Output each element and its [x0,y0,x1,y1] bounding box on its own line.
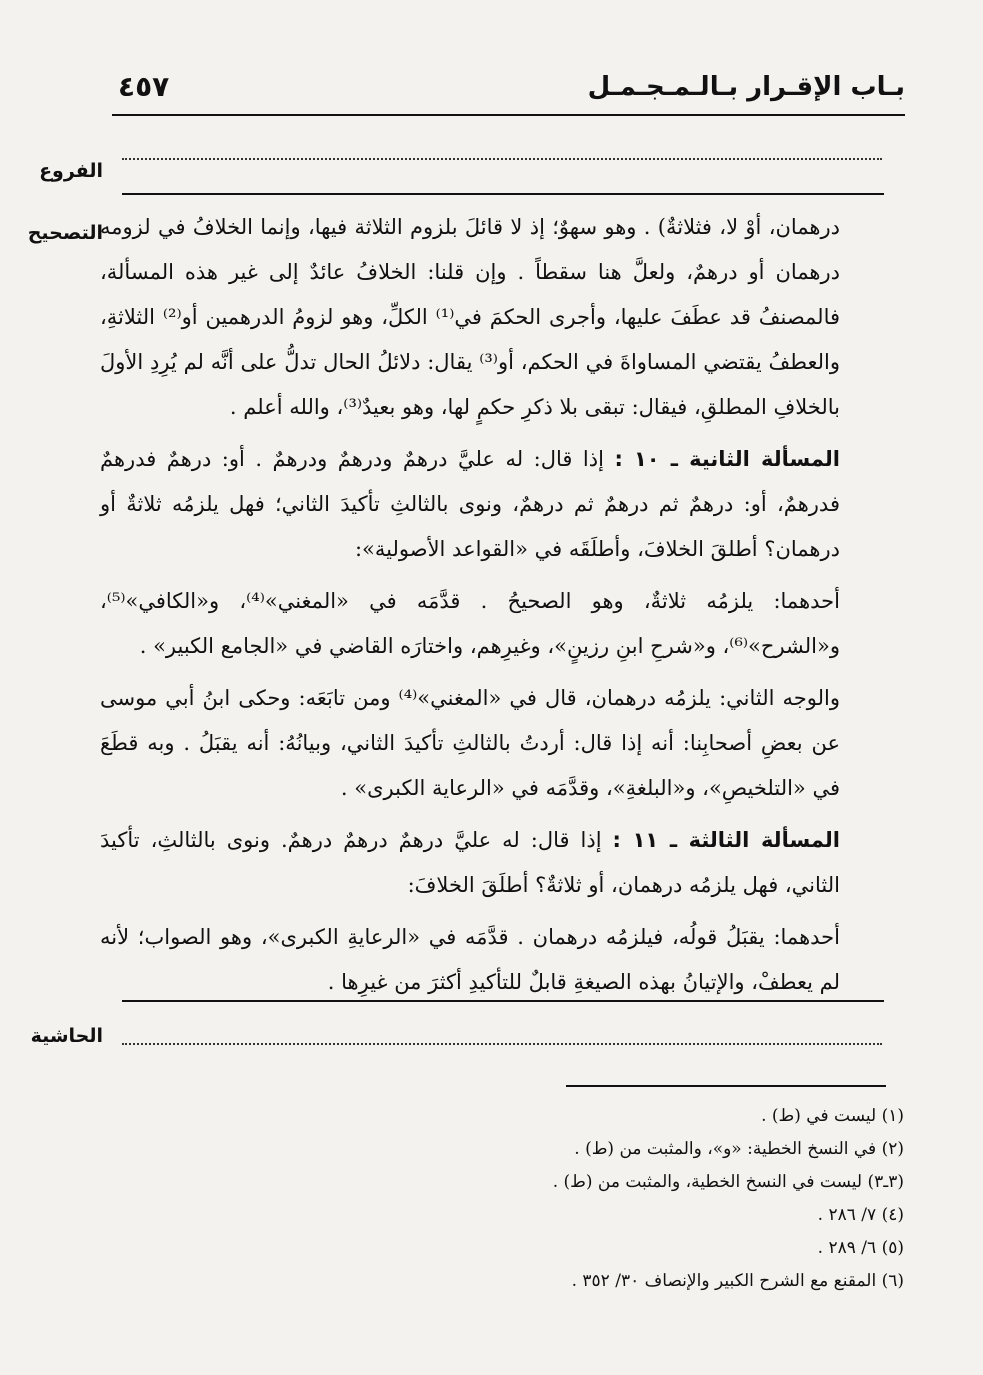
tashih-rule [122,1000,884,1002]
tashih-body [100,205,840,1012]
footnote-6: (٦) المقنع مع الشرح الكبير والإنصاف ٣٠/ ٣٥٢ . [571,1271,904,1291]
page-number: ٤٥٧ [118,70,170,103]
footnote-5: (٥) ٦/ ٢٨٩ . [817,1238,904,1258]
hashiya-dotted-line [122,1043,882,1045]
section-label-tashih: التصحيح [27,222,103,244]
furu-rule [122,193,884,195]
footnotes [300,1100,904,1298]
footnote-rule [566,1085,886,1087]
footnote-1: (١) ليست في (ط) . [761,1106,904,1126]
paragraph-6: أحدهما: يقبَلُ قولُه، فيلزمُه درهمان . قدَّمَه في «الرعايةِ الكبرى»، وهو الصواب؛ لأنه لم يعطفْ، والإتيانُ بهذه الصيغةِ قابلٌ للتأكيدِ أكثرَ من غيرِها . [100,925,840,994]
issue-heading-10: المسألة الثانية ـ ١٠ : [614,447,840,471]
paragraph-3: أحدهما: يلزمُه ثلاثةٌ، وهو الصحيحُ . قدَّمَه في «المغني»⁽⁴⁾، و«الكافي»⁽⁵⁾، و«الشرح»⁽⁶⁾، و«شرحِ ابنِ رزينٍ»، وغيرِهم، واختارَه القاضي في «الجامع الكبير» . [100,589,840,658]
issue-heading-11: المسألة الثالثة ـ ١١ : [612,828,840,852]
running-title: بـاب الإقـرار بـالـمـجـمـل [587,72,905,102]
paragraph-4: والوجه الثاني: يلزمُه درهمان، قال في «المغني»⁽⁴⁾ ومن تابَعَه: وحكى ابنُ أبي موسى عن بعضِ أصحابِنا: أنه إذا قال: أردتُ بالثالثِ تأكيدَ الثاني، وبيانُهُ: أنه يقبَلُ . وبه قطَعَ في «التلخيصِ»، و«البلغةِ»، وقدَّمَه في «الرعاية الكبرى» . [100,686,840,800]
section-label-hashiya: الحاشية [30,1025,103,1047]
paragraph-5: المسألة الثالثة ـ ١١ : إذا قال: له عليَّ درهمٌ درهمٌ درهمٌ. ونوى بالثالثِ، تأكيدَ الثاني، فهل يلزمُه درهمان، أو ثلاثةٌ؟ أطلَقَ الخلافَ: [100,828,840,897]
footnote-4: (٤) ٧/ ٢٨٦ . [817,1205,904,1225]
footnote-2: (٢) في النسخ الخطية: «و»، والمثبت من (ط) . [574,1139,904,1159]
paragraph-1: درهمان، أوْ لا، فثلاثةٌ) . وهو سهوٌ؛ إذ لا قائلَ بلزوم الثلاثة فيها، وإنما الخلافُ في لزومه درهمان أو درهمٌ، ولعلَّ هنا سقطاً . وإن قلنا: الخلافُ عائدٌ إلى غير هذه المسألة، فالمصنفُ قد عطَفَ عليها، وأجرى الحكمَ في⁽¹⁾ الكلِّ، وهو لزومُ الدرهمين أو⁽²⁾ الثلاثةِ، والعطفُ يقتضي المساواةَ في الحكم، أو⁽³⁾ يقال: دلائلُ الحال تدلُّ على أنَّه لم يُرِدِ الأولَ بالخلافِ المطلقِ، فيقال: تبقى بلا ذكرِ حكمٍ لها، وهو بعيدٌ⁽³⁾، والله أعلم . [100,215,841,419]
furu-dotted-line [122,158,882,160]
footnote-3: (٣ـ٣) ليست في النسخ الخطية، والمثبت من (ط) . [552,1172,904,1192]
header-rule [112,114,905,116]
section-label-furu: الفروع [39,160,103,182]
paragraph-2: المسألة الثانية ـ ١٠ : إذا قال: له عليَّ درهمٌ ودرهمٌ ودرهمٌ . أو: درهمٌ فدرهمٌ فدرهمٌ، أو: درهمٌ ثم درهمٌ ثم درهمٌ، ونوى بالثالثِ تأكيدَ الثاني؛ فهل يلزمُه ثلاثةٌ أو درهمان؟ أطلقَ الخلافَ، وأطلَقَه في «القواعد الأصولية»: [100,447,840,561]
